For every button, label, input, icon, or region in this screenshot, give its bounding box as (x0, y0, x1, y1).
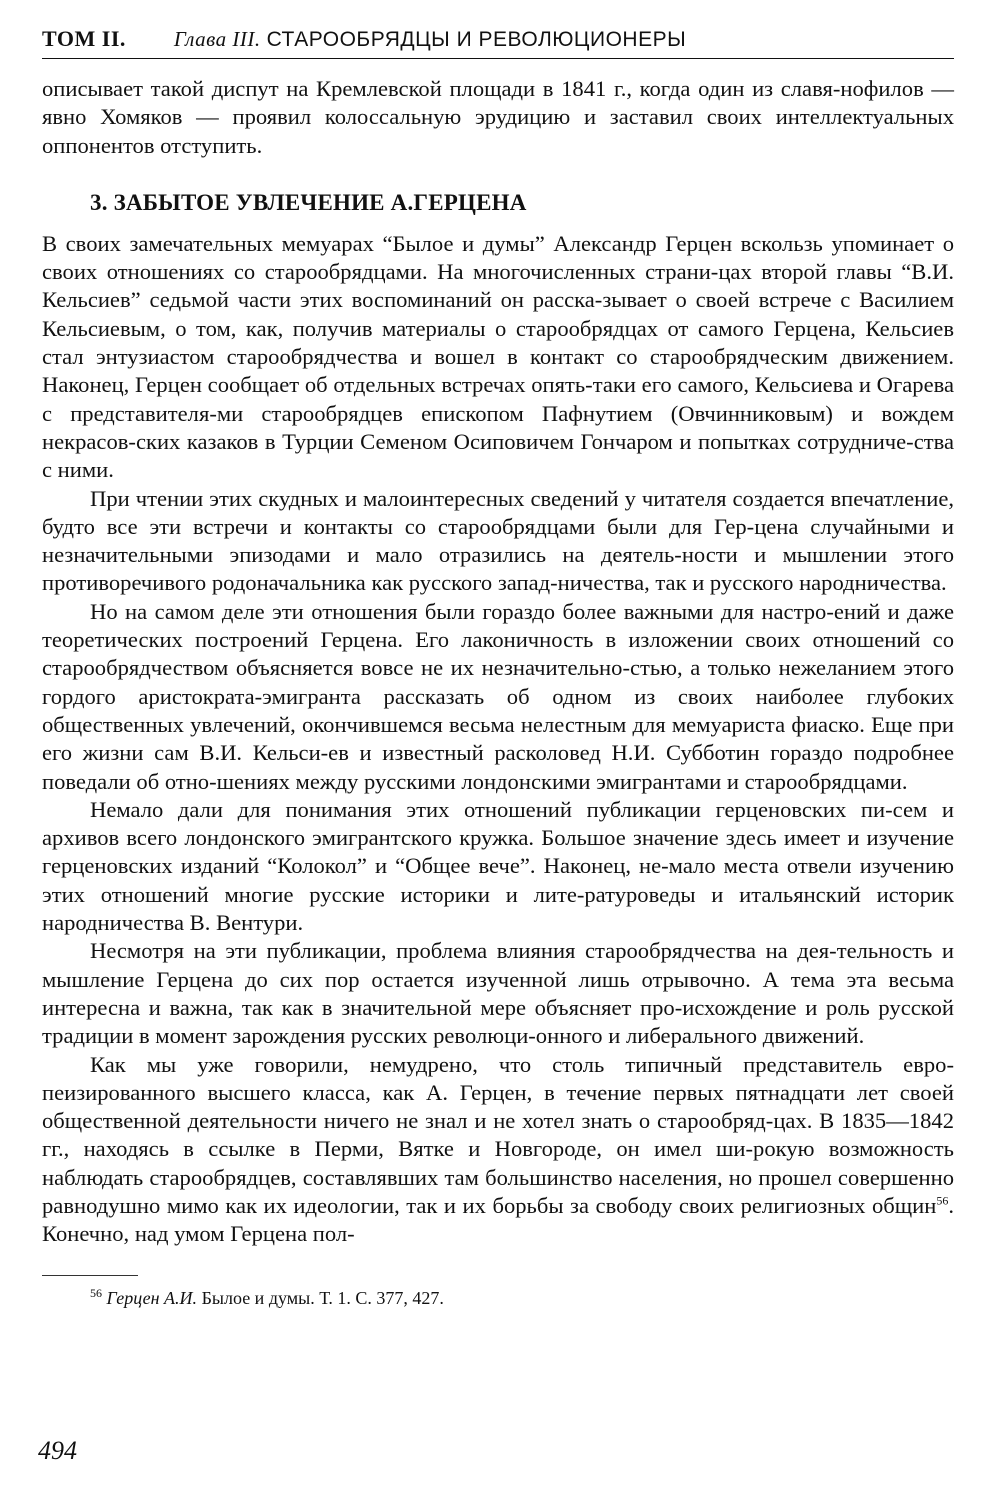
paragraph: В своих замечательных мемуарах “Былое и думы” Александр Герцен вскользь упоминает о своих отношениях со старообрядцами. На многочисленных страни-цах второй главы “В.И. Кельсиев” седьмой части этих воспоминаний он расска-зывает о своей встрече с Василием Кельсиевым, о том, как, получив материалы о старообрядцах от самого Герцена, Кельсиев стал энтузиастом старообрядчества и вошел в контакт со старообрядческим движением. Наконец, Герцен сообщает об отдельных встречах опять-таки его самого, Кельсиева и Огарева с представителя-ми старообрядцев епископом Пафнутием (Овчинниковым) и вождем некрасов-ских казаков в Турции Семеном Осиповичем Гончаром и попытках сотрудниче-ства с ними. (42, 230, 954, 483)
running-head (42, 26, 954, 59)
paragraph: Несмотря на эти публикации, проблема влияния старообрядчества на дея-тельность и мышление Герцена до сих пор остается изученной лишь отрывочно. А тема эта весьма интересна и важна, так как в значительной мере объясняет про-исхождение и роль русской традиции в момент зарождения русских революци-онного и либерального движений. (42, 938, 954, 1049)
paragraph: Немало дали для понимания этих отношений публикации герценовских пи-сем и архивов всего лондонского эмигрантского кружка. Большое значение здесь имеет и изучение герценовских изданий “Колокол” и “Общее вече”. Наконец, не-мало места отвели изучению этих отношений многие русские историки и лите-ратуроведы и итальянский историк народничества В. Вентури. (42, 796, 954, 936)
paragraph-last (42, 1051, 954, 1249)
footnote-author: Герцен А.И. (106, 1287, 198, 1308)
paragraph-text-end: . Конечно, над умом Герцена пол- (42, 1192, 954, 1247)
section-title: 3. ЗАБЫТОЕ УВЛЕЧЕНИЕ А.ГЕРЦЕНА (90, 189, 527, 215)
footnote (90, 1286, 954, 1310)
paragraph-continued: описывает такой диспут на Кремлевской площади в 1841 г., когда один из славя-нофилов — явно Хомяков — проявил колоссальную эрудицию и заставил своих интеллектуальных оппонентов отступить. (42, 76, 954, 158)
paragraph: При чтении этих скудных и малоинтересных сведений у читателя создается впечатление, будто все эти встречи и контакты со старообрядцами были для Гер-цена случайными и незначительными эпизодами и мало отразились на деятель-ности и мышлении этого противоречивого родоначальника как русского запад-ничества, так и русского народничества. (42, 485, 954, 596)
footnote-text: Былое и думы. Т. 1. С. 377, 427. (197, 1287, 444, 1308)
footnote-reference: 56 (936, 1193, 949, 1208)
footnote-number: 56 (90, 1285, 102, 1300)
chapter-title: СТАРООБРЯДЦЫ И РЕВОЛЮЦИОНЕРЫ (266, 28, 687, 51)
chapter-label: Глава III. (173, 27, 261, 51)
paragraph: Но на самом деле эти отношения были гораздо более важными для настро-ений и даже теоретических построений Герцена. Его лаконичность в изложении своих отношений со старообрядчеством объясняется вовсе не их незначительно-стью, а только нежеланием этого гордого аристократа-эмигранта рассказать об одном из своих наиболее глубоких общественных увлечений, окончившемся весьма нелестным для мемуариста фиаско. Еще при его жизни сам В.И. Кельси-ев и известный расколовед Н.И. Субботин гораздо подробнее поведали об отно-шениях между русскими лондонскими эмигрантами и старообрядцами. (42, 598, 954, 794)
page-number: 494 (38, 1436, 77, 1465)
volume-label: ТОМ II. (42, 26, 126, 51)
book-page (42, 26, 954, 1310)
footnote-rule (42, 1275, 138, 1276)
body-text (42, 75, 954, 1249)
paragraph-text: Как мы уже говорили, немудрено, что столь типичный представитель евро-пеизированного высшего класса, как А. Герцен, в течение первых пятнадцати лет своей общественной деятельности ничего не знал и не хотел знать о старообряд-цах. В 1835—1842 гг., находясь в ссылке в Перми, Вятке и Новгороде, он имел ши-рокую возможность наблюдать старообрядцев, составлявших там большинство населения, но прошел совершенно равнодушно мимо как их идеологии, так и их борьбы за свободу своих религиозных общин (42, 1051, 954, 1218)
